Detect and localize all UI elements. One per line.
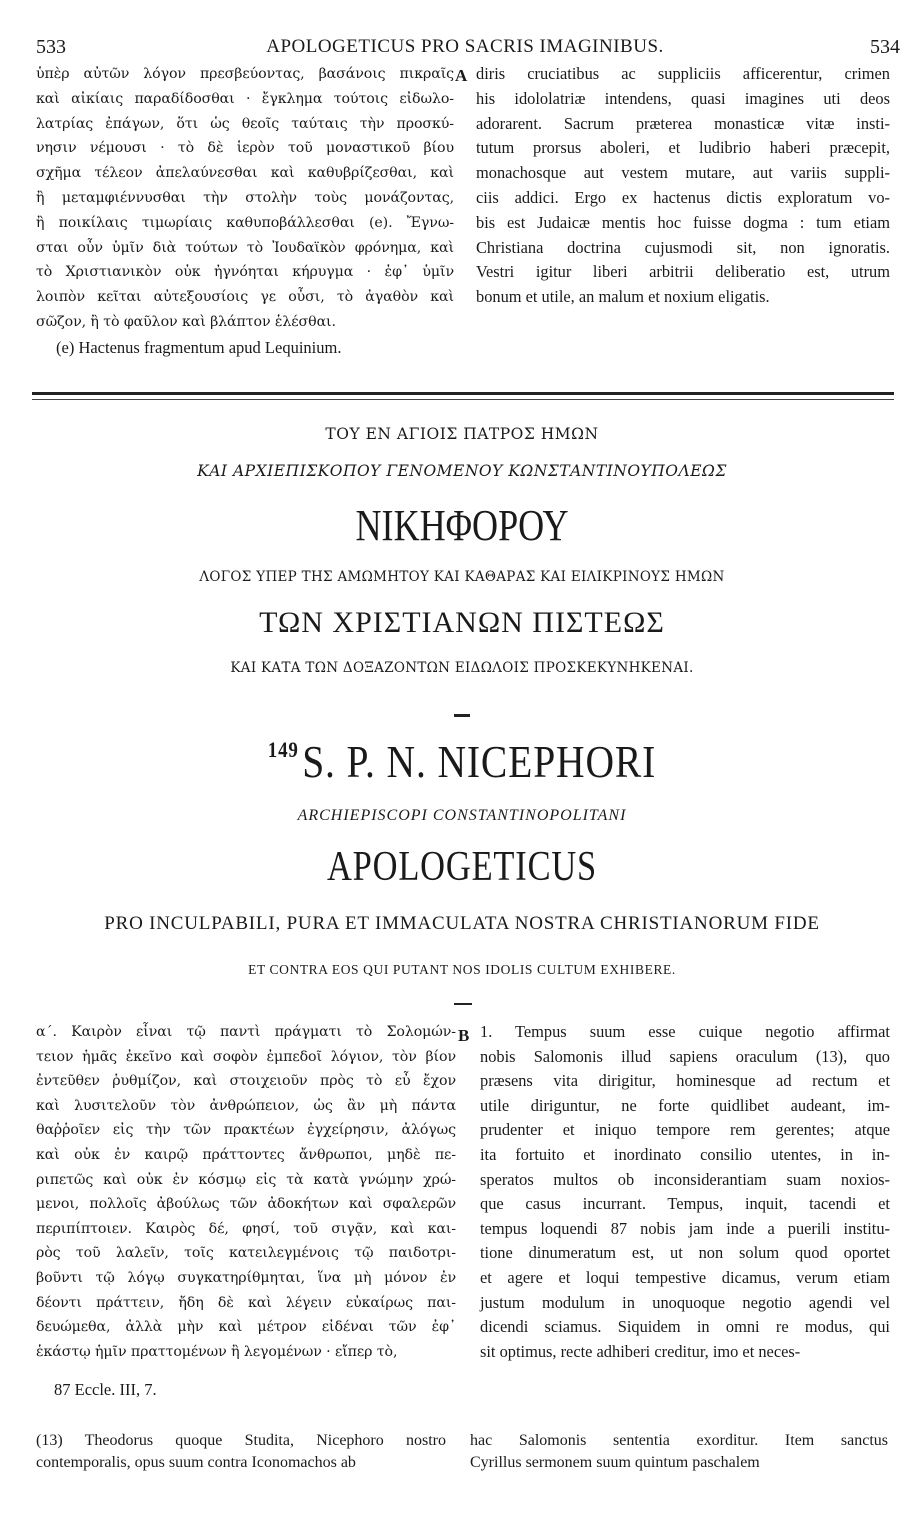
text-line: tutum prorsus aboleri, et ludibrio haberi præcepit, bbox=[476, 138, 890, 158]
text-line: ἢ ποικίλαις τιμωρίαις καθυποβάλλεσθαι (e). Ἔγνω- bbox=[36, 214, 454, 231]
text-line: tempus loquendi 87 nobis jam inde a puerili institu- bbox=[480, 1218, 890, 1238]
text-line: adorarent. Sacrum præterea monasticæ vitæ insti- bbox=[476, 113, 890, 133]
text-line: et agere et loqui tempestive dicamus, verum etiam bbox=[480, 1267, 890, 1287]
text-line: δέοντι πράττειν, ἤδη δὲ καὶ λέγειν εὐκαίρως παι- bbox=[36, 1294, 456, 1311]
title-line-10: PRO INCULPABILI, PURA ET IMMACULATA NOSTRA CHRISTIANORUM FIDE bbox=[104, 913, 820, 934]
title-latin-name bbox=[65, 735, 860, 788]
text-line: Vestri igitur liberi arbitrii deliberatio est, utrum bbox=[476, 262, 890, 282]
text-line: prudenter et iniquo tempore rem gerentes; atque bbox=[480, 1120, 890, 1140]
column-marker-b: B bbox=[458, 1026, 470, 1045]
running-header bbox=[30, 36, 900, 58]
text-line: 1. Tempus suum esse cuique negotio affirmat bbox=[480, 1022, 890, 1041]
text-line: Cyrillus sermonem suum quintum paschalem bbox=[470, 1454, 760, 1471]
text-line: τὸ Χριστιανικὸν οὐκ ἠγνόηται κήρυγμα · ἐφ᾽ ὑμῖν bbox=[36, 264, 454, 281]
text-line: monachosque aut vestem mutare, aut variis suppli- bbox=[476, 163, 890, 183]
text-line: ἢ μεταμφιέννυσθαι τὴν στολὴν τοὺς μονάζοντας, bbox=[36, 189, 454, 206]
text-line: δευώμεθα, ἀλλὰ μὴν καὶ μέτρον εἰδέναι τῶν ἐφ᾽ bbox=[36, 1319, 456, 1336]
text-line: sit optimus, recte adhiberi creditur, imo et neces- bbox=[480, 1341, 801, 1361]
title-line-2: ΚΑΙ ΑΡΧΙΕΠΙΣΚΟΠΟΥ ΓΕΝΟΜΕΝΟΥ ΚΩΝΣΤΑΝΤΙΝΟΥΠΟΛΕΩΣ bbox=[197, 462, 727, 480]
text-line: nobis Salomonis illud sapiens oraculum (13), quo bbox=[480, 1046, 890, 1066]
text-line: justum modulum in unoquoque negotio agendi vel bbox=[480, 1292, 890, 1312]
text-line: bis est Judaicæ mentis hoc fuisse dogma : tum etiam bbox=[476, 212, 890, 232]
text-line: ita fortuito et inordinato consilio utentes, in in- bbox=[480, 1144, 890, 1164]
text-line: his idololatriæ intendens, quasi imagines uti deos bbox=[476, 88, 890, 108]
section-rule bbox=[32, 392, 894, 400]
text-line: speratos multos ob inconsiderantiam suam noxios- bbox=[480, 1169, 890, 1189]
text-line: tione dinumeratum est, ut non solum quod oportet bbox=[480, 1243, 890, 1263]
bottom-latin-column bbox=[480, 1020, 890, 1364]
title-line-5: ΤΩΝ ΧΡΙΣΤΙΑΝΩΝ ΠΙΣΤΕΩΣ bbox=[259, 606, 665, 639]
text-line: θαῤῥοῖεν εἰς τὴν τῶν πρακτέων ἐγχείρησιν, ἀλόγως bbox=[36, 1122, 456, 1139]
title-line-6: ΚΑΙ ΚΑΤΑ ΤΩΝ ΔΟΞΑΖΟΝΤΩΝ ΕΙΔΩΛΟΙΣ ΠΡΟΣΚΕΚΥΝΗΚΕΝΑΙ. bbox=[230, 660, 694, 676]
title-dash-1 bbox=[454, 714, 470, 717]
footnote-e: (e) Hactenus fragmentum apud Lequinium. bbox=[56, 338, 342, 357]
text-line: ἑκάστῳ ἡμῖν πραττομένων ἢ λεγομένων · εἴπερ τὸ, bbox=[36, 1343, 398, 1360]
text-line: præsens vita dirigitur, hominesque ad rectum et bbox=[480, 1071, 890, 1091]
footnote-13-right bbox=[470, 1430, 888, 1474]
text-line: Christiana doctrina cujusmodi sit, non ignoratis. bbox=[476, 237, 890, 257]
text-line: ciis addici. Ergo ex hactenus dictis exploratum vo- bbox=[476, 187, 890, 207]
title-line-8: ARCHIEPISCOPI CONSTANTINOPOLITANI bbox=[297, 807, 627, 824]
top-greek-column bbox=[36, 62, 454, 335]
title-apologeticus: APOLOGETICUS bbox=[326, 844, 598, 890]
running-title: APOLOGETICUS PRO SACRIS IMAGINIBUS. bbox=[266, 36, 664, 57]
title-greek-name: ΝΙΚΗΦΟΡΟΥ bbox=[355, 501, 569, 550]
text-line: λοιπὸν κεῖται αὐτεξουσίοις γε οὖσι, τὸ ἀγαθὸν καὶ bbox=[36, 289, 454, 306]
bottom-greek-column bbox=[36, 1020, 456, 1364]
text-line: τειον ἡμᾶς ἐκεῖνο καὶ σοφὸν ἐμπεδοῖ λόγιον, τὸν βίον bbox=[36, 1048, 456, 1065]
text-line: σχῆμα τέλεον ἀπελαύνεσθαι καὶ καθυβρίζεσθαι, καὶ bbox=[36, 165, 454, 182]
page-number-right: 534 bbox=[870, 36, 900, 58]
column-marker-a: A bbox=[455, 66, 468, 85]
text-line: λατρίας ἐπάγων, ὅτι ὡς θεοῖς ταύταις τὴν προσκύ- bbox=[36, 115, 454, 132]
text-line: σῶζον, ἢ τὸ φαῦλον καὶ βλάπτον ἑλέσθαι. bbox=[36, 313, 336, 330]
text-line: que casus incurrant. Tempus, inquit, tacendi et bbox=[480, 1194, 890, 1214]
text-line: ἐντεῦθεν ῥυθμίζον, καὶ στοιχειοῦν πρὸς τὸ εὖ ἔχον bbox=[36, 1073, 456, 1090]
title-line-4: ΛΟΓΟΣ ΥΠΕΡ ΤΗΣ ΑΜΩΜΗΤΟΥ ΚΑΙ ΚΑΘΑΡΑΣ ΚΑΙ ΕΙΛΙΚΡΙΝΟΥΣ ΗΜΩΝ bbox=[199, 569, 725, 585]
title-line-1: ΤΟΥ ΕΝ ΑΓΙΟΙΣ ΠΑΤΡΟΣ ΗΜΩΝ bbox=[325, 425, 599, 443]
text-line: dicendi sciamus. Siquidem in omni re modus, qui bbox=[480, 1317, 890, 1337]
top-latin-column bbox=[476, 62, 890, 310]
scripture-note: 87 Eccle. III, 7. bbox=[54, 1380, 157, 1399]
text-line: (13) Theodorus quoque Studita, Nicephoro nostro bbox=[36, 1432, 446, 1449]
text-line: καὶ οὐκ ἐν καιρῷ πράττοντες ἄνθρωποι, μηδὲ πε- bbox=[36, 1146, 456, 1163]
title-line-11: ET CONTRA EOS QUI PUTANT NOS IDOLIS CULTUM EXHIBERE. bbox=[248, 962, 676, 977]
text-line: σται οὖν ὑμῖν διὰ τούτων τὸ Ἰουδαϊκὸν φρόνημα, καὶ bbox=[36, 239, 454, 256]
text-line: μενοι, πολλοῖς ἀβούλως τῶν ἀδοκήτων καὶ σφαλερῶν bbox=[36, 1196, 456, 1213]
page-number-left: 533 bbox=[36, 36, 66, 58]
text-line: contemporalis, opus suum contra Iconomachos ab bbox=[36, 1454, 356, 1471]
footnote-13-left bbox=[36, 1430, 446, 1474]
column-number: 149 bbox=[267, 737, 299, 762]
title-dash-2 bbox=[454, 1003, 472, 1005]
text-line: καὶ λυσιτελοῦν τὸν ἀνθρώπειον, ὡς ἂν μὴ πάντα bbox=[36, 1097, 456, 1114]
text-line: ὑπὲρ αὐτῶν λόγον πρεσβεύοντας, βασάνοις πικραῖς bbox=[36, 66, 454, 82]
text-line: utile diriguntur, ne forte quidlibet audeant, im- bbox=[480, 1095, 890, 1115]
text-line: καὶ αἰκίαις παραδίδοσθαι · ἔγκλημα τούτοις εἰδωλο- bbox=[36, 90, 454, 107]
text-line: ρὸς τοῦ λαλεῖν, τοῖς κατειλεγμένοις τῷ παιδοτρι- bbox=[36, 1245, 456, 1262]
text-line: νησιν νέμουσι · τὸ δὲ ἱερὸν τοῦ μοναστικοῦ βίου bbox=[36, 140, 454, 157]
text-line: bonum et utile, an malum et noxium eligatis. bbox=[476, 287, 770, 307]
text-line: βοῦντι τῷ λόγῳ συγκατηρίθμηται, ἵνα μὴ μόνον ἐν bbox=[36, 1269, 456, 1286]
text-line: hac Salomonis sententia exorditur. Item sanctus bbox=[470, 1432, 888, 1449]
text-line: περιπίπτοιεν. Καιρὸς δέ, φησί, τοῦ σιγᾷν, καὶ και- bbox=[36, 1220, 456, 1237]
text-line: ριπετῶς καὶ οὐκ ἐν κόσμῳ εἰς τὰ κατὰ γνώμην χρώ- bbox=[36, 1171, 456, 1188]
text-line: α΄. Καιρὸν εἶναι τῷ παντὶ πράγματι τὸ Σολομών- bbox=[36, 1024, 456, 1040]
title-latin-name-text: S. P. N. NICEPHORI bbox=[302, 736, 657, 787]
text-line: diris cruciatibus ac suppliciis afficerentur, crimen bbox=[476, 64, 890, 83]
